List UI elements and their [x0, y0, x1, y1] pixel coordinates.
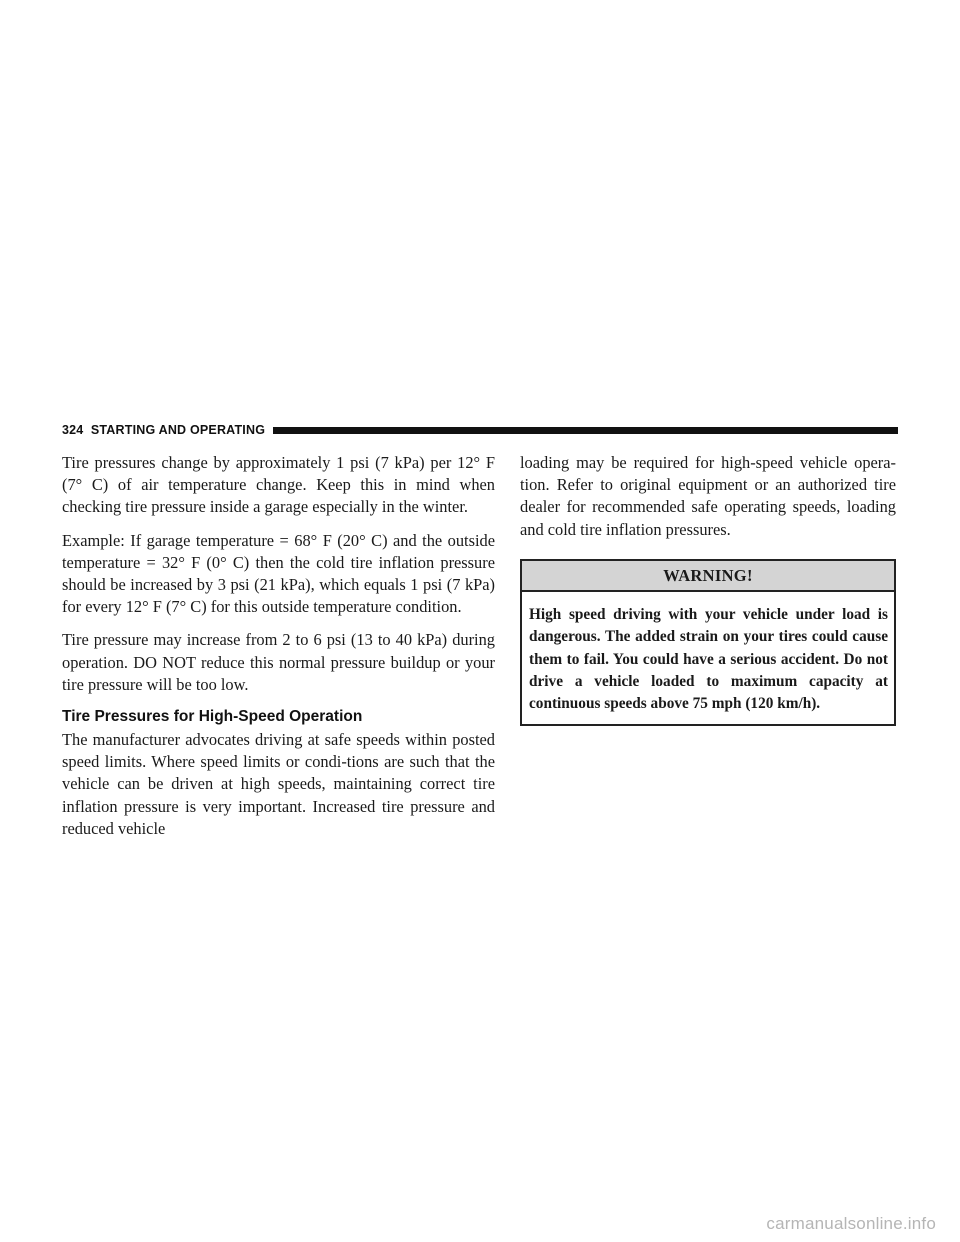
header-rule	[273, 427, 898, 434]
subheading-high-speed: Tire Pressures for High-Speed Operation	[62, 708, 363, 726]
paragraph-example: Example: If garage temperature = 68° F (20° C) and the outside temperature = 32° F (0° C) then the cold tire inflation pressure should be increased by 3 psi (21 kPa), which equals 1 psi (7 kPa) for every 12° F (7° C) for this outside temperature condition.	[62, 530, 495, 617]
warning-body: High speed driving with your vehicle under load is dangerous. The added strain on your tires could cause them to fail. You could have a serious accident. Do not drive a vehicle loaded to maximum capacity at continuous speeds above 75 mph (120 km/h).	[529, 605, 888, 713]
right-column	[520, 452, 896, 726]
watermark-text: carmanualsonline.info	[766, 1214, 936, 1233]
warning-box	[520, 559, 896, 726]
paragraph-pressure-increase: Tire pressure may increase from 2 to 6 psi (13 to 40 kPa) during operation. DO NOT reduce this normal pressure buildup or your tire pressure will be too low.	[62, 630, 495, 694]
left-column	[62, 452, 495, 851]
page-header	[62, 423, 898, 437]
warning-title: WARNING!	[522, 561, 894, 592]
paragraph-temperature-change: Tire pressures change by approximately 1 psi (7 kPa) per 12° F (7° C) of air temperature change. Keep this in mind when checking tire pressure inside a garage especially in the winter.	[62, 453, 495, 517]
paragraph-continuation: loading may be required for high-speed vehicle opera-tion. Refer to original equipment or an authorized tire dealer for recommended safe operating speeds, loading and cold tire inflation pressures.	[520, 453, 896, 539]
paragraph-high-speed: The manufacturer advocates driving at safe speeds within posted speed limits. Where speed limits or condi-tions are such that the vehicle can be driven at high speeds, maintaining correct tire inflation pressure is very important. Increased tire pressure and reduced vehicle	[62, 730, 495, 838]
section-title: STARTING AND OPERATING	[90, 423, 266, 437]
page-number: 324	[62, 423, 84, 437]
page-header-text	[62, 423, 265, 437]
